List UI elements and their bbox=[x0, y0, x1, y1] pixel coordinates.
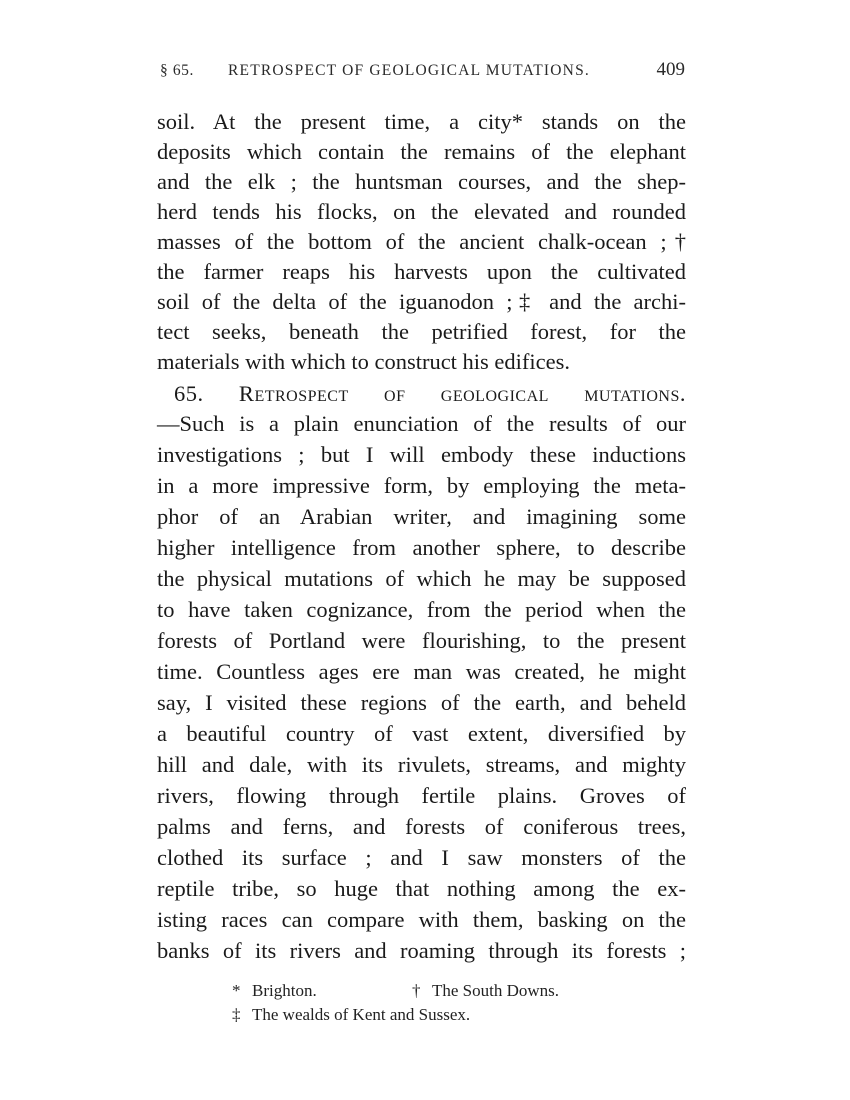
text-line: rivers, flowing through fertile plains. Groves of bbox=[157, 783, 686, 808]
text-line: higher intelligence from another sphere, to describe bbox=[157, 535, 686, 560]
text-line: a beautiful country of vast extent, diversified by bbox=[157, 721, 686, 746]
text-line: banks of its rivers and roaming through its forests ; bbox=[157, 938, 686, 963]
footnote-text: The South Downs. bbox=[432, 981, 560, 1000]
text-line: and the elk ; the huntsman courses, and the shep- bbox=[157, 169, 686, 194]
text-line: to have taken cognizance, from the period when the bbox=[157, 597, 686, 622]
text-line: deposits which contain the remains of the elephant bbox=[157, 139, 686, 164]
text-line: soil of the delta of the iguanodon ;‡ and the archi- bbox=[157, 289, 686, 314]
text-line: —Such is a plain enunciation of the results of our bbox=[157, 411, 686, 436]
footnote bbox=[412, 978, 559, 1004]
footnote-mark: * bbox=[232, 981, 241, 1000]
page-number: 409 bbox=[656, 59, 685, 80]
section-heading: 65. Retrospect of geological mutations. bbox=[174, 381, 686, 406]
text-line: soil. At the present time, a city* stands on the bbox=[157, 109, 686, 134]
footnote-mark: † bbox=[412, 981, 421, 1000]
text-line: time. Countless ages ere man was created, he might bbox=[157, 659, 686, 684]
footnote bbox=[232, 978, 317, 1004]
section-number: § 65. bbox=[160, 62, 194, 79]
text-line: herd tends his flocks, on the elevated and rounded bbox=[157, 199, 686, 224]
text-line: masses of the bottom of the ancient chalk-ocean ;† bbox=[157, 229, 686, 254]
footnote-text: Brighton. bbox=[252, 981, 317, 1000]
text-line: investigations ; but I will embody these inductions bbox=[157, 442, 686, 467]
text-line: reptile tribe, so huge that nothing among the ex- bbox=[157, 876, 686, 901]
text-line: hill and dale, with its rivulets, streams, and mighty bbox=[157, 752, 686, 777]
text-line: phor of an Arabian writer, and imagining some bbox=[157, 504, 686, 529]
text-line: palms and ferns, and forests of coniferous trees, bbox=[157, 814, 686, 839]
text-line: say, I visited these regions of the earth, and beheld bbox=[157, 690, 686, 715]
text-line: isting races can compare with them, basking on the bbox=[157, 907, 686, 932]
text-line: tect seeks, beneath the petrified forest, for the bbox=[157, 319, 686, 344]
text-line: materials with which to construct his edifices. bbox=[157, 349, 571, 374]
text-line: clothed its surface ; and I saw monsters of the bbox=[157, 845, 686, 870]
text-line: in a more impressive form, by employing the meta- bbox=[157, 473, 686, 498]
running-header bbox=[160, 59, 685, 88]
running-title: RETROSPECT OF GEOLOGICAL MUTATIONS. bbox=[228, 62, 590, 79]
footnote bbox=[232, 1002, 470, 1028]
text-line: the physical mutations of which he may be supposed bbox=[157, 566, 686, 591]
footnote-mark: ‡ bbox=[232, 1005, 241, 1024]
footnote-text: The wealds of Kent and Sussex. bbox=[252, 1005, 471, 1024]
text-line: forests of Portland were flourishing, to the present bbox=[157, 628, 686, 653]
text-line: the farmer reaps his harvests upon the cultivated bbox=[157, 259, 686, 284]
